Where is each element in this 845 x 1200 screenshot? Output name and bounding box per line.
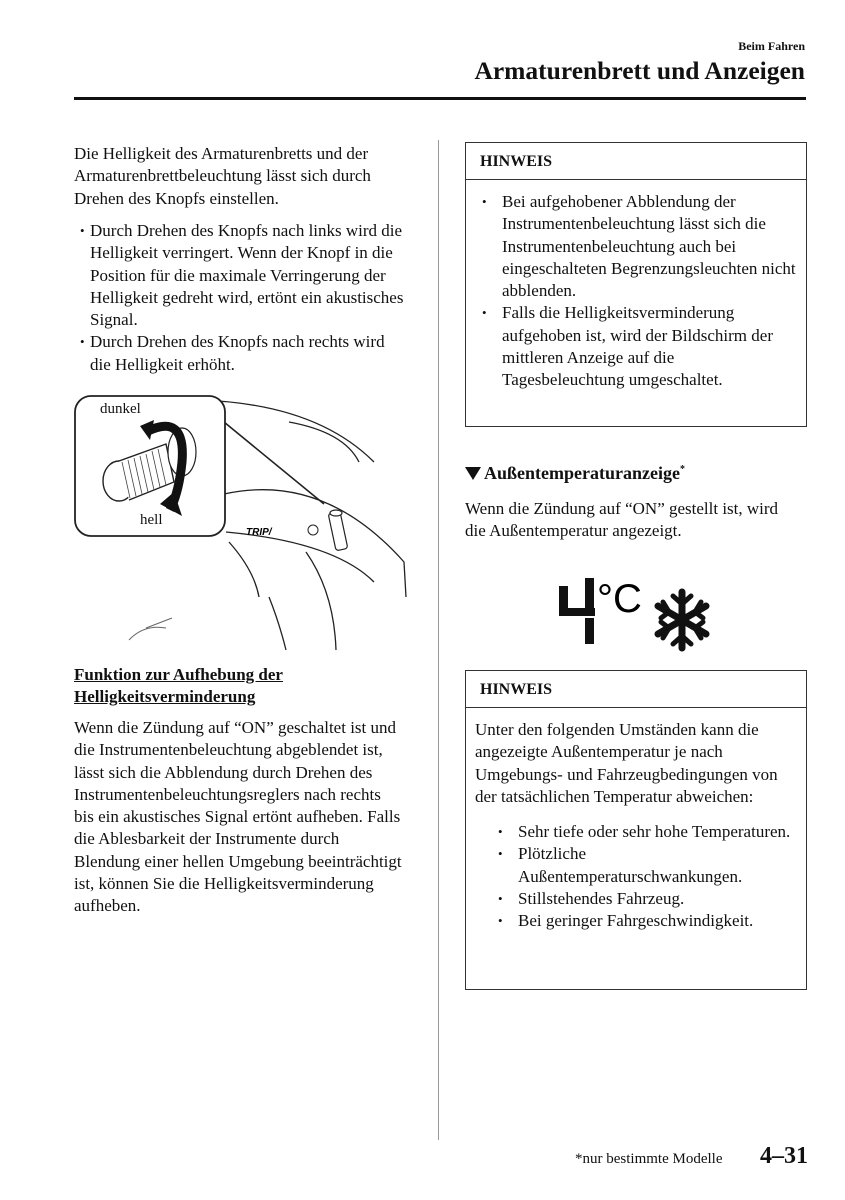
- dashboard-illustration: [74, 392, 414, 652]
- trip-label: TRIP/: [246, 527, 272, 538]
- page-number: 4–31: [760, 1143, 808, 1169]
- label-dark: dunkel: [100, 401, 141, 417]
- hinweis-2-item: • Plötzliche Außentemperaturschwankungen.: [498, 843, 796, 888]
- outside-temperature-title: Außentemperaturanzeige: [484, 463, 680, 483]
- temperature-display: [555, 572, 720, 652]
- subheading-line-2: Helligkeitsverminderung: [74, 687, 256, 706]
- hinweis-title-2: HINWEIS: [466, 671, 806, 708]
- hinweis-box-2: [465, 670, 807, 990]
- cancel-dimming-paragraph: Wenn die Zündung auf “ON” geschaltet ist und die Instrumentenbeleuchtung abgeblendet ist, lässt sich die Abblendung durch Drehen des Instrumentenbeleuchtungsreglers nach rechts bis ein akustisches Signal ertönt aufheben. Falls die Ablesbarkeit der Instrumente durch Blendung einer hellen Umgebung beeinträchtigt ist, können Sie die Helligkeitsverminderung aufheben.: [74, 718, 402, 916]
- hinweis-1-item: • Falls die Helligkeitsverminderung aufgehoben ist, wird der Bildschirm der mittleren Anzeige auf die Tagesbeleuchtung umgeschaltet.: [482, 302, 796, 391]
- snowflake-icon: [658, 592, 706, 648]
- subheading-line-1: Funktion zur Aufhebung der: [74, 665, 283, 684]
- bullet-decrease: • Durch Drehen des Knopfs nach links wird die Helligkeit verringert. Wenn der Knopf in die Position für die maximale Verringerung der Helligkeit gedreht wird, ertönt ein akustisches Signal.: [74, 220, 404, 331]
- model-mark: *: [679, 464, 685, 475]
- page-title: Armaturenbrett und Anzeigen: [474, 56, 805, 85]
- column-divider: [438, 140, 439, 1140]
- brightness-bullet-list: [74, 220, 404, 376]
- outside-temperature-heading: [465, 463, 685, 484]
- hinweis-2-intro: Unter den folgenden Umständen kann die angezeigte Außentemperatur je nach Umgebungs- und Fahrzeugbedingungen von der tatsächlichen Temperatur abweichen:: [475, 720, 778, 806]
- label-bright: hell: [140, 512, 163, 528]
- hinweis-1-list: [482, 191, 796, 392]
- hinweis-2-list: [475, 821, 796, 932]
- footnote: *nur bestimmte Modelle: [575, 1151, 723, 1167]
- title-rule: [74, 97, 806, 100]
- outside-temperature-paragraph: Wenn die Zündung auf “ON” gestellt ist, wird die Außentemperatur angezeigt.: [465, 499, 779, 541]
- subheading-cancel-dimming: [74, 664, 404, 708]
- hinweis-2-item: • Sehr tiefe oder sehr hohe Temperaturen.: [498, 821, 796, 843]
- bullet-increase: • Durch Drehen des Knopfs nach rechts wird die Helligkeit erhöht.: [74, 331, 404, 376]
- hinweis-title-1: HINWEIS: [466, 143, 806, 180]
- hinweis-2-item: • Stillstehendes Fahrzeug.: [498, 888, 796, 910]
- hinweis-2-item: • Bei geringer Fahrgeschwindigkeit.: [498, 910, 796, 932]
- dimmer-knob-figure: [74, 392, 414, 652]
- section-label: Beim Fahren: [738, 39, 805, 53]
- triangle-icon: [465, 467, 481, 480]
- hinweis-1-item: • Bei aufgehobener Abblendung der Instrumentenbeleuchtung lässt sich die Instrumentenbeleuchtung auch bei eingeschalteten Begrenzungsleuchten nicht abblenden.: [482, 191, 796, 302]
- intro-paragraph: Die Helligkeit des Armaturenbretts und der Armaturenbrettbeleuchtung lässt sich durch Drehen des Knopfs einstellen.: [74, 144, 371, 208]
- temperature-unit: °C: [597, 577, 642, 621]
- hinweis-box-1: [465, 142, 807, 427]
